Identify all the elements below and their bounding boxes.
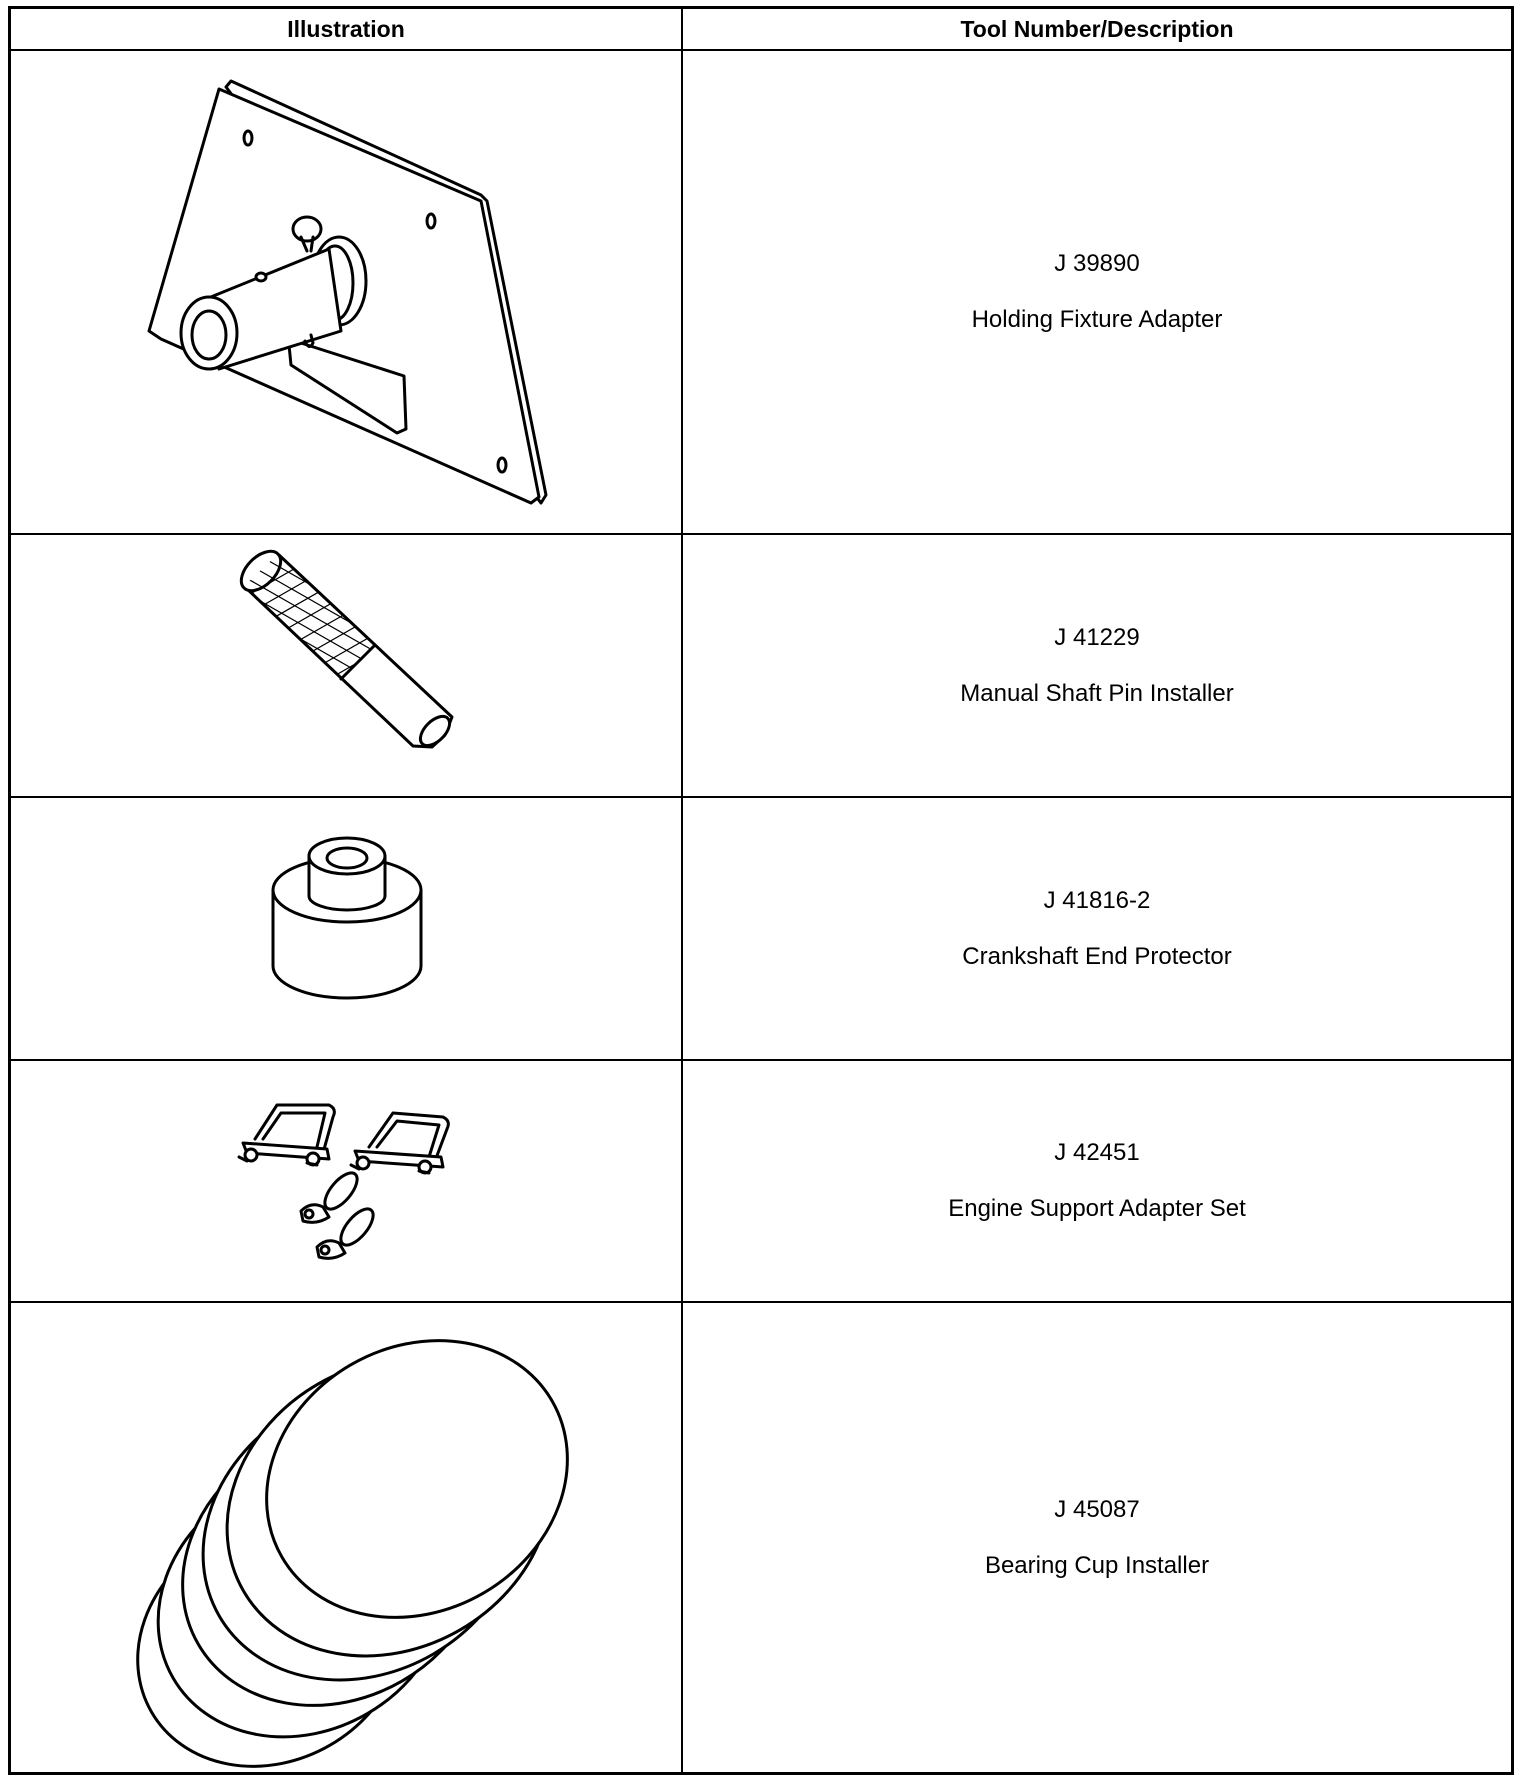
- table-row: [11, 51, 1511, 535]
- crankshaft-end-protector-illustration: [11, 798, 681, 1059]
- header-illustration: Illustration: [287, 16, 405, 42]
- tool-number: J 39890: [1054, 250, 1140, 277]
- description-cell: [683, 535, 1511, 796]
- holding-fixture-adapter-illustration: [11, 51, 681, 533]
- manual-shaft-pin-installer-illustration: [11, 535, 681, 796]
- illustration-cell: [11, 1061, 681, 1301]
- table-row: [11, 1303, 1511, 1772]
- illustration-cell: [11, 1303, 681, 1772]
- bearing-cup-installer-illustration: [11, 1303, 681, 1770]
- illustration-cell: [11, 51, 681, 533]
- tool-number: J 41229: [1054, 623, 1140, 651]
- tool-number: J 42451: [1054, 1139, 1140, 1166]
- table-row: [11, 798, 1511, 1061]
- tool-name: Bearing Cup Installer: [984, 1551, 1210, 1579]
- header-tool-description: Tool Number/Description: [960, 16, 1234, 42]
- description-cell: [683, 798, 1511, 1059]
- illustration-cell: [11, 798, 681, 1059]
- tool-name: Manual Shaft Pin Installer: [960, 679, 1234, 707]
- tool-number: J 41816-2: [1043, 886, 1151, 914]
- special-tools-table: [8, 6, 1514, 1775]
- description-cell: [683, 51, 1511, 533]
- description-cell: [683, 1061, 1511, 1301]
- table-row: [11, 535, 1511, 798]
- description-cell: [683, 1303, 1511, 1772]
- tool-number: J 45087: [1054, 1495, 1140, 1523]
- engine-support-adapter-set-illustration: [11, 1061, 681, 1301]
- tool-name: Crankshaft End Protector: [962, 942, 1232, 970]
- illustration-cell: [11, 535, 681, 796]
- table-header-row: [11, 9, 1511, 51]
- tool-name: Engine Support Adapter Set: [948, 1195, 1246, 1222]
- tool-name: Holding Fixture Adapter: [971, 306, 1223, 333]
- table-row: [11, 1061, 1511, 1303]
